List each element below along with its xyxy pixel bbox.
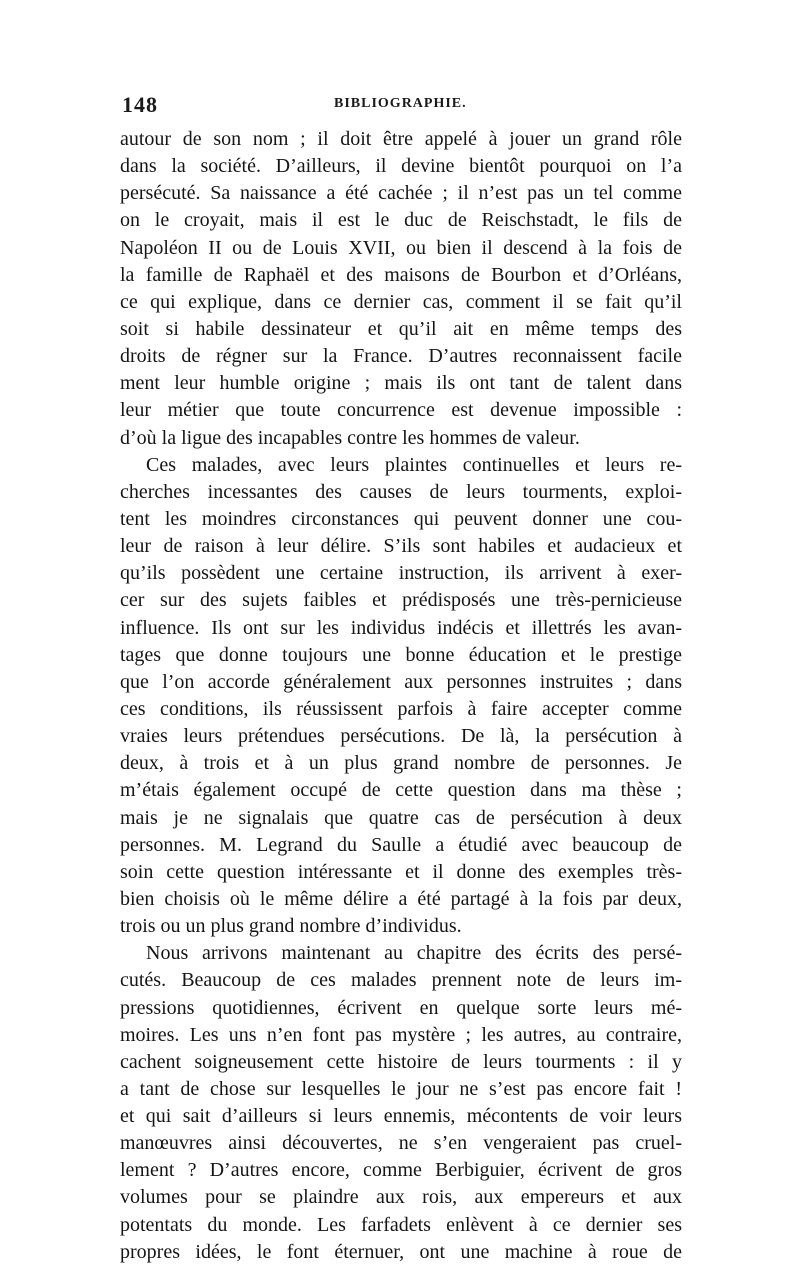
text-line: a tant de chose sur lesquelles le jour ne s’est pas encore fait !: [120, 1077, 682, 1100]
text-line: droits de régner sur la France. D’autres reconnaissent facile: [120, 345, 682, 368]
text-line: pressions quotidiennes, écrivent en quelque sorte leurs mé-: [120, 996, 682, 1019]
text-line: influence. Ils ont sur les individus indécis et illettrés les avan-: [120, 616, 682, 639]
text-line: manœuvres ainsi découvertes, ne s’en vengeraient pas cruel-: [120, 1132, 682, 1155]
text-line: bien choisis où le même délire a été partagé à la fois par deux,: [120, 887, 682, 910]
paragraph-first-line: Nous arrivons maintenant au chapitre des écrits des persé-: [146, 942, 682, 965]
text-line: mais je ne signalais que quatre cas de persécution à deux: [120, 806, 682, 829]
page-header: [122, 92, 680, 118]
text-line: volumes pour se plaindre aux rois, aux empereurs et aux: [120, 1186, 682, 1209]
text-line: cutés. Beaucoup de ces malades prennent note de leurs im-: [120, 969, 682, 992]
text-line: dans la société. D’ailleurs, il devine bientôt pourquoi on l’a: [120, 155, 682, 178]
text-line: potentats du monde. Les farfadets enlèvent à ce dernier ses: [120, 1213, 682, 1236]
text-line: cer sur des sujets faibles et prédisposés une très-pernicieuse: [120, 589, 682, 612]
text-line: que l’on accorde généralement aux personnes instruites ; dans: [120, 670, 682, 693]
text-line: cherches incessantes des causes de leurs tourments, exploi-: [120, 480, 682, 503]
text-line: ment leur humble origine ; mais ils ont tant de talent dans: [120, 372, 682, 395]
text-line: ces conditions, ils réussissent parfois à faire accepter comme: [120, 697, 682, 720]
text-line: cachent soigneusement cette histoire de leurs tourments : il y: [120, 1050, 682, 1073]
text-line: personnes. M. Legrand du Saulle a étudié avec beaucoup de: [120, 833, 682, 856]
text-line: propres idées, le font éternuer, ont une machine à roue de: [120, 1240, 682, 1263]
text-line: lement ? D’autres encore, comme Berbiguier, écrivent de gros: [120, 1159, 682, 1182]
running-head: BIBLIOGRAPHIE.: [334, 96, 467, 111]
text-line: autour de son nom ; il doit être appelé à jouer un grand rôle: [120, 128, 682, 150]
text-line: persécuté. Sa naissance a été cachée ; il n’est pas un tel comme: [120, 182, 682, 205]
paragraph-last-line: d’où la ligue des incapables contre les hommes de valeur.: [120, 426, 580, 449]
paragraph-first-line: Ces malades, avec leurs plaintes continuelles et leurs re-: [146, 453, 682, 476]
text-line: la famille de Raphaël et des maisons de Bourbon et d’Orléans,: [120, 263, 682, 286]
text-line: leur métier que toute concurrence est devenue impossible :: [120, 399, 682, 422]
page-number: 148: [122, 92, 158, 117]
text-line: qu’ils possèdent une certaine instruction, ils arrivent à exer-: [120, 562, 682, 585]
text-line: m’étais également occupé de cette question dans ma thèse ;: [120, 779, 682, 802]
text-line: on le croyait, mais il est le duc de Reischstadt, le fils de: [120, 209, 682, 232]
paragraph-last-line: trois ou un plus grand nombre d’individus.: [120, 915, 462, 938]
text-line: tent les moindres circonstances qui peuvent donner une cou-: [120, 507, 682, 530]
text-line: moires. Les uns n’en font pas mystère ; les autres, au contraire,: [120, 1023, 682, 1046]
text-line: leur de raison à leur délire. S’ils sont habiles et audacieux et: [120, 535, 682, 558]
body-text: [120, 126, 682, 1266]
text-line: ce qui explique, dans ce dernier cas, comment il se fait qu’il: [120, 290, 682, 313]
text-line: et qui sait d’ailleurs si leurs ennemis, mécontents de voir leurs: [120, 1105, 682, 1128]
text-line: deux, à trois et à un plus grand nombre de personnes. Je: [120, 752, 682, 775]
text-line: soit si habile dessinateur et qu’il ait en même temps des: [120, 317, 682, 340]
text-line: soin cette question intéressante et il donne des exemples très-: [120, 860, 682, 883]
text-line: vraies leurs prétendues persécutions. De là, la persécution à: [120, 725, 682, 748]
text-line: Napoléon II ou de Louis XVII, ou bien il descend à la fois de: [120, 236, 682, 259]
text-line: tages que donne toujours une bonne éducation et le prestige: [120, 643, 682, 666]
